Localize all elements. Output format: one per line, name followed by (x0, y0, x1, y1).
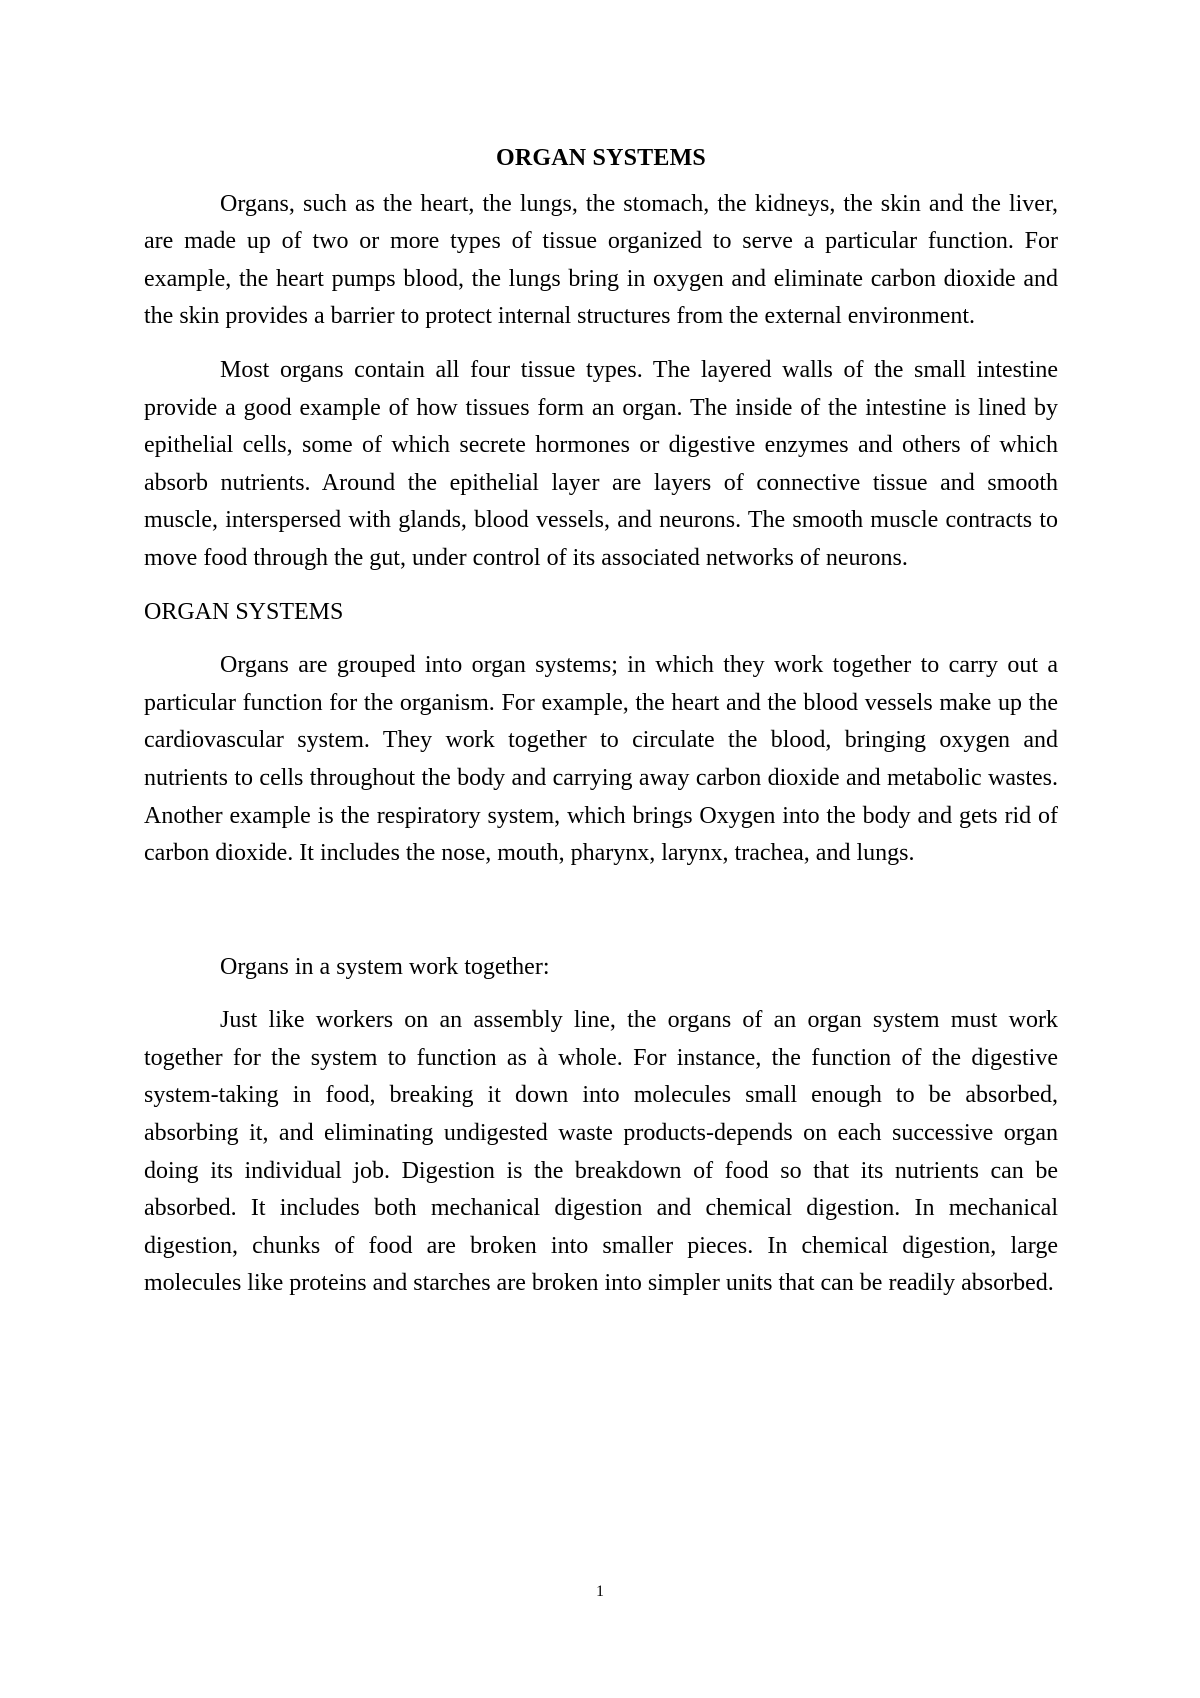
paragraph-tissue-types: Most organs contain all four tissue types. The layered walls of the small intestine provide a good example of how tissues form an organ. The inside of the intestine is lined by epithelial cells, some of which secrete hormones or digestive enzymes and others of which absorb nutrients. Around the epithelial layer are layers of connective tissue and smooth muscle, interspersed with glands, blood vessels, and neurons. The smooth muscle contracts to move food through the gut, under control of its associated networks of neurons. (144, 356, 1058, 571)
lead-line: Organs in a system work together: (220, 953, 550, 980)
page-content (144, 140, 1058, 1319)
paragraph-organ-systems: Organs are grouped into organ systems; in which they work together to carry out a particular function for the organism. For example, the heart and the blood vessels make up the cardiovascular system. They work together to circulate the blood, bringing oxygen and nutrients to cells throughout the body and carrying away carbon dioxide and metabolic wastes. Another example is the respiratory system, which brings Oxygen into the body and gets rid of carbon dioxide. It includes the nose, mouth, pharynx, larynx, trachea, and lungs. (144, 652, 1058, 867)
section-heading: ORGAN SYSTEMS (144, 598, 344, 625)
paragraph-work-together: Just like workers on an assembly line, the organs of an organ system must work together for the system to function as à whole. For instance, the function of the digestive system-taking in food, breaking it down into molecules small enough to be absorbed, absorbing it, and eliminating undigested waste products-depends on each successive organ doing its individual job. Digestion is the breakdown of food so that its nutrients can be absorbed. It includes both mechanical digestion and chemical digestion. In mechanical digestion, chunks of food are broken into smaller pieces. In chemical digestion, large molecules like proteins and starches are broken into simpler units that can be readily absorbed. (144, 1007, 1058, 1297)
page-number: 1 (596, 1583, 604, 1600)
paragraph-organs-intro: Organs, such as the heart, the lungs, the stomach, the kidneys, the skin and the liver, are made up of two or more types of tissue organized to serve a particular function. For example, the heart pumps blood, the lungs bring in oxygen and eliminate carbon dioxide and the skin provides a barrier to protect internal structures from the external environment. (144, 190, 1058, 330)
page-title: ORGAN SYSTEMS (496, 145, 706, 171)
